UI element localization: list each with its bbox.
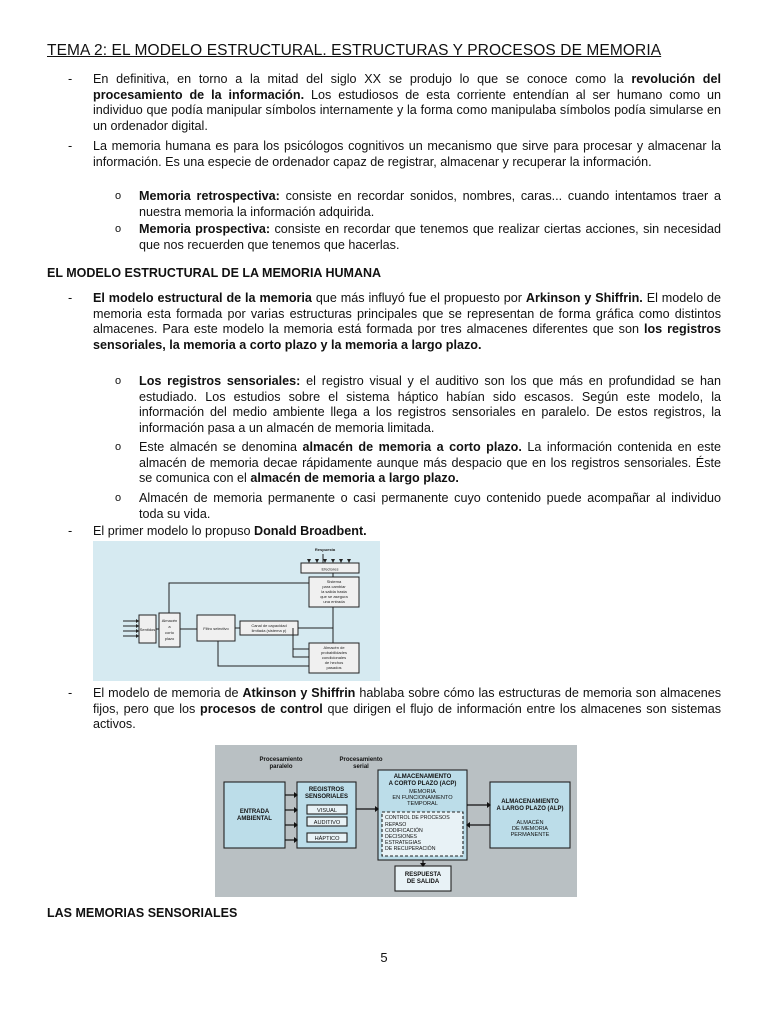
sub-bullet-4 <box>115 440 721 487</box>
page-number: 5 <box>380 950 388 965</box>
fig2-registros-0: REGISTROS <box>308 787 345 793</box>
text: consiste en recordar sonidos, nombres, caras... cuando intentamos traer a nuestra memoria la información adquirida. <box>139 189 721 219</box>
entrada-ambiental-box <box>224 782 285 848</box>
bullet-dash: - <box>68 139 73 153</box>
page-title: TEMA 2: EL MODELO ESTRUCTURAL. ESTRUCTURAS Y PROCESOS DE MEMORIA <box>47 42 662 59</box>
bold-text: Atkinson y Shiffrin <box>242 686 356 700</box>
fig1-sistema-1: para cambiar <box>322 584 346 589</box>
fig2-alp-body-0: ALMACÉN <box>516 820 544 826</box>
fig2-proc-serial-1: serial <box>353 764 369 770</box>
bold-text: Donald Broadbent. <box>254 524 367 538</box>
text: que más influyó fue el propuesto por <box>311 291 526 305</box>
sub-bullet-3 <box>115 374 721 436</box>
text: consiste en recordar que tenemos que realizar ciertas acciones, sin necesidad que nos recuerden que tenemos que hacerlas. <box>139 222 721 252</box>
fig1-efectores: Efectores <box>321 566 339 572</box>
fig1-almacen-3: plazo <box>164 636 175 641</box>
fig2-control-5: DE RECUPERACIÓN <box>385 846 436 852</box>
fig2-memfunc-2: TEMPORAL <box>407 801 438 807</box>
fig2-control-1: REPASO <box>385 822 407 828</box>
text: el registro visual y el auditivo son los que más en profundidad se han estudiado. Los estudios sobre el sistema háptico habían sido escasos. Según este modelo, la información del medio ambiente llega a los registros sensoriales en paralelo. De estos registros, la información pasa a un almacén de memoria limitada. <box>139 374 721 435</box>
fig1-filtro: Filtro selectivo <box>203 626 229 631</box>
fig2-acp-0: ALMACENAMIENTO <box>393 774 452 780</box>
fig2-auditivo: AUDITIVO <box>313 820 341 826</box>
fig1-alp-4: pasados <box>326 665 342 670</box>
fig2-alp-0: ALMACENAMIENTO <box>501 799 559 805</box>
text: En definitiva, en torno a la mitad del siglo XX se produjo lo que se conoce como la <box>93 72 632 86</box>
bold-text: Memoria prospectiva: <box>139 222 271 236</box>
fig2-proc-serial-0: Procesamiento <box>339 757 383 763</box>
fig2-entrada-0: ENTRADA <box>239 809 270 815</box>
fig2-registros-1: SENSORIALES <box>304 794 349 800</box>
bullet-dash: - <box>68 72 73 86</box>
text: que dirigen el flujo de información entre los almacenes son sistemas activos. <box>93 701 721 732</box>
bold-text: procesos de control <box>200 701 323 716</box>
fig1-alp-2: condicionales <box>321 655 347 660</box>
section-heading-1: EL MODELO ESTRUCTURAL DE LA MEMORIA HUMANA <box>47 266 382 280</box>
fig1-almacen-2: corto <box>165 630 174 635</box>
text: El modelo de memoria de <box>93 686 243 700</box>
text: Almacén de memoria permanente o casi permanente cuyo contenido puede acompañar al individuo toda su vida. <box>139 491 721 521</box>
fig2-haptico: HÁPTICO <box>314 836 340 842</box>
bold-text: Arkinson y Shiffrin. <box>525 291 643 305</box>
bold-text: los registros sensoriales, la memoria a corto plazo y la memoria a largo plazo. <box>93 322 721 352</box>
fig2-control-2: CODIFICACIÓN <box>385 828 423 834</box>
text: El modelo de memoria esta formada por varias estructuras principales que se representan de forma gráfica como distintos almacenes. Para este modelo la memoria está formada por tres almacenes diferentes que son <box>93 291 721 337</box>
fig1-respuesta: Respuesta <box>314 547 336 552</box>
fig2-memfunc-0: MEMORIA <box>409 789 436 795</box>
sub-bullet-marker: o <box>115 441 122 453</box>
sub-bullet-marker: o <box>115 223 122 235</box>
fig1-alp-3: de hechos <box>324 660 344 665</box>
bold-text: almacén de memoria a largo plazo. <box>250 471 459 486</box>
fig1-sistema-4: una entrada <box>323 599 345 604</box>
text: Los estudiosos de esta corriente entendían al ser humano como un individuo que podía manipular símbolos internamente y la forma como manipulaba símbolos podía simularse en un ordenador digital. <box>93 87 721 133</box>
sub-bullet-5 <box>115 491 721 522</box>
fig2-memfunc-1: EN FUNCIONAMIENTO <box>392 795 453 801</box>
text: hablaba sobre cómo las estructuras de memoria son almacenes fijos, pero que los <box>93 686 721 716</box>
fig2-visual: VISUAL <box>317 808 337 814</box>
fig2-entrada-1: AMBIENTAL <box>237 816 272 822</box>
fig2-respuesta-0: RESPUESTA <box>404 872 442 878</box>
fig2-control-4: ESTRATEGIAS <box>385 840 421 846</box>
sub-bullet-marker: o <box>115 190 122 202</box>
bold-text: Los registros sensoriales: <box>139 374 301 388</box>
fig2-respuesta-1: DE SALIDA <box>406 879 440 885</box>
broadbent-model-figure <box>93 541 380 681</box>
bullet-paragraph-3 <box>68 291 721 353</box>
fig2-control-0: CONTROL DE PROCESOS <box>385 815 450 821</box>
fig2-alp-body-1: DE MEMORIA <box>511 826 549 832</box>
fig2-proc-paralelo-1: paralelo <box>269 764 293 770</box>
fig1-sistema-3: que se asegura <box>320 594 348 599</box>
sub-bullet-2 <box>115 222 721 253</box>
atkinson-shiffrin-figure <box>215 745 577 897</box>
fig2-control-3: DECISIONES <box>385 834 417 840</box>
bullet-dash: - <box>68 524 73 538</box>
fig2-alp-body-2: PERMANENTE <box>510 832 550 838</box>
fig1-sistema-0: Sistema <box>326 579 342 584</box>
sub-bullet-1 <box>115 189 721 220</box>
sub-bullet-marker: o <box>115 375 122 387</box>
bullet-paragraph-5 <box>68 686 721 733</box>
bullet-dash: - <box>68 291 73 305</box>
bold-text: revolución del procesamiento de la información. <box>93 72 721 102</box>
text: Este almacén se denomina <box>139 440 303 454</box>
bullet-paragraph-1 <box>68 72 721 134</box>
fig2-proc-paralelo-0: Procesamiento <box>259 757 303 763</box>
fig2-alp-1: A LARGO PLAZO (ALP) <box>496 806 564 812</box>
sub-bullet-marker: o <box>115 492 122 504</box>
fig1-almacen-0: Almacén <box>161 618 178 623</box>
fig2-acp-1: A CORTO PLAZO (ACP) <box>388 781 457 787</box>
bullet-dash: - <box>68 686 73 700</box>
fig1-sistema-2: la salida hasta <box>321 589 347 594</box>
fig1-canal-0: Canal de capacidad <box>251 623 287 628</box>
bullet-paragraph-4 <box>68 524 721 540</box>
fig1-sentidos: Sentidos <box>139 627 156 632</box>
fig1-alp-0: Almacén de <box>323 645 345 650</box>
bullet-paragraph-2 <box>68 139 721 170</box>
text: El primer modelo lo propuso <box>93 524 254 538</box>
section-heading-2: LAS MEMORIAS SENSORIALES <box>47 906 238 920</box>
fig1-almacen-1: a <box>168 624 171 629</box>
bold-text: almacén de memoria a corto plazo. <box>302 440 522 454</box>
bold-text: Memoria retrospectiva: <box>139 189 280 203</box>
fig1-canal-1: limitada (sistema p) <box>251 628 287 633</box>
text: La información contenida en este almacén de memoria decae rápidamente aunque más despacio que en los registros sensoriales. Éste se comunica con el <box>139 440 721 486</box>
alp-box <box>490 782 570 848</box>
text: La memoria humana es para los psicólogos cognitivos un mecanismo que sirve para procesar y almacenar la información. Es una especie de ordenador capaz de registrar, almacenar y recuperar la información. <box>93 139 721 169</box>
fig1-alp-1: probabilidades <box>320 650 348 655</box>
bold-text: El modelo estructural de la memoria <box>93 291 312 305</box>
